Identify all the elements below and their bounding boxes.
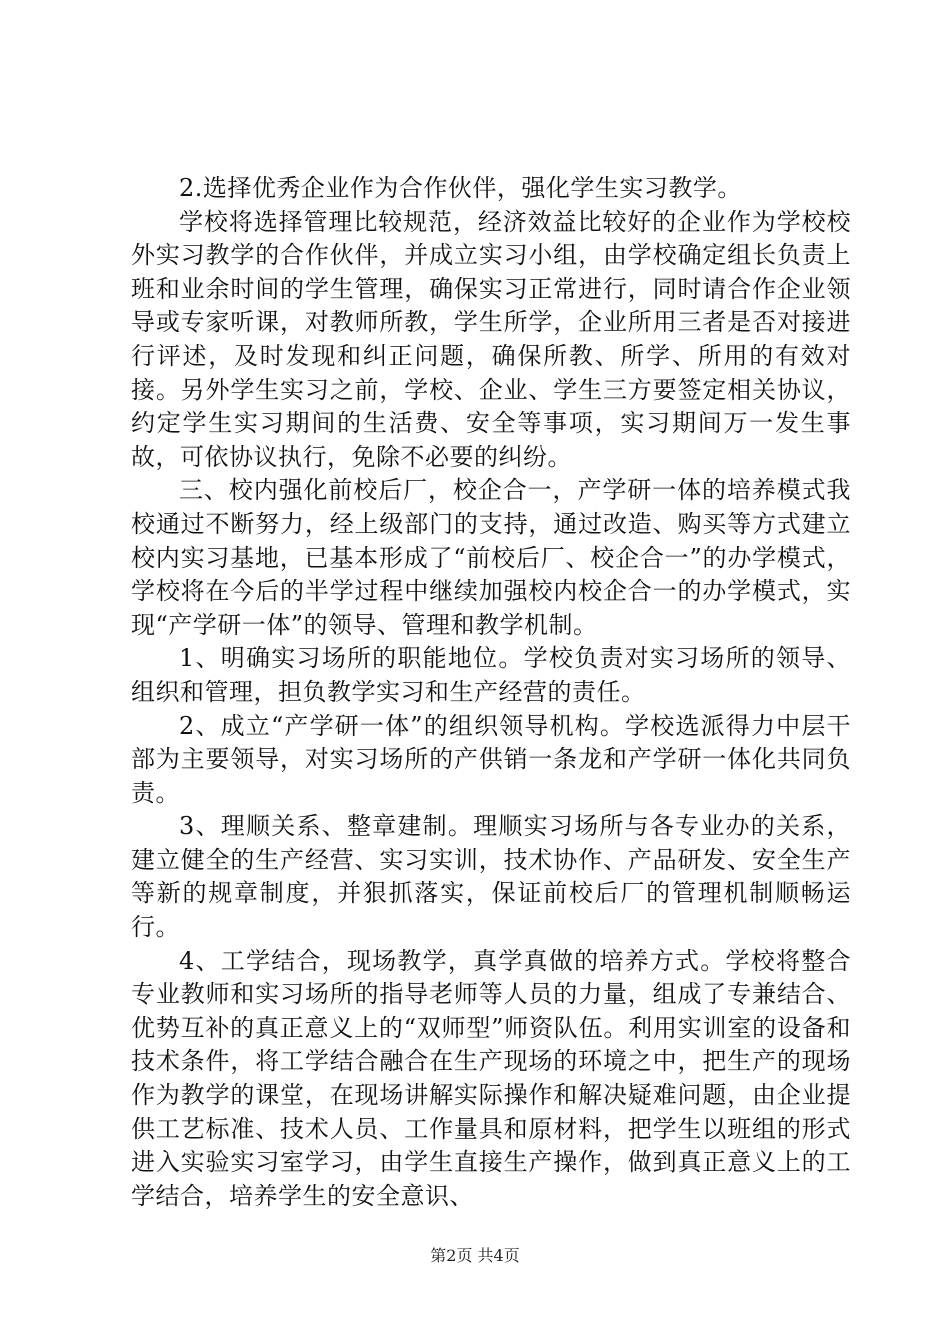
paragraph-partner-internship: 学校将选择管理比较规范，经济效益比较好的企业作为学校校外实习教学的合作伙伴，并成立实习小组，由学校确定组长负责上班和业余时间的学生管理，确保实习正常进行，同时请合作企业领导或专家听课，对教师所教，学生所学，企业所用三者是否对接进行评述，及时发现和纠正问题，确保所教、所学、所用的有效对接。另外学生实习之前，学校、企业、学生三方要签定相关协议，约定学生实习期间的生活费、安全等事项，实习期间万一发生事故，可依协议执行，免除不必要的纠纷。 xyxy=(131,207,851,471)
page-footer: 第2页 共4页 xyxy=(430,1246,520,1265)
paragraph-section-three: 三、校内强化前校后厂，校企合一，产学研一体的培养模式我校通过不断努力，经上级部门的支持，通过改造、购买等方式建立校内实习基地，已基本形成了“前校后厂、校企合一”的办学模式，学校将在今后的半学过程中继续加强校内校企合一的办学模式，实现“产学研一体”的领导、管理和教学机制。 xyxy=(131,476,851,639)
document-body xyxy=(131,172,851,1213)
paragraph-item-3: 3、理顺关系、整章建制。理顺实习场所与各专业办的关系，建立健全的生产经营、实习实训，技术协作、产品研发、安全生产等新的规章制度，并狠抓落实，保证前校后厂的管理机制顺畅运行。 xyxy=(131,812,851,942)
paragraph-item-2: 2、成立“产学研一体”的组织领导机构。学校选派得力中层干部为主要领导，对实习场所的产供销一条龙和产学研一体化共同负责。 xyxy=(131,711,851,807)
paragraph-item-4: 4、工学结合，现场教学，真学真做的培养方式。学校将整合专业教师和实习场所的指导老师等人员的力量，组成了专兼结合、优势互补的真正意义上的“双师型”师资队伍。利用实训室的设备和技术条件，将工学结合融合在生产现场的环境之中，把生产的现场作为教学的课堂，在现场讲解实际操作和解决疑难问题，由企业提供工艺标准、技术人员、工作量具和原材料，把学生以班组的形式进入实验实习室学习，由学生直接生产操作，做到真正意义上的工学结合，培养学生的安全意识、 xyxy=(131,946,851,1210)
paragraph-item-1: 1、明确实习场所的职能地位。学校负责对实习场所的领导、组织和管理，担负教学实习和生产经营的责任。 xyxy=(131,644,851,706)
heading-paragraph-selecting-partners: 2.选择优秀企业作为合作伙伴，强化学生实习教学。 xyxy=(179,174,742,202)
